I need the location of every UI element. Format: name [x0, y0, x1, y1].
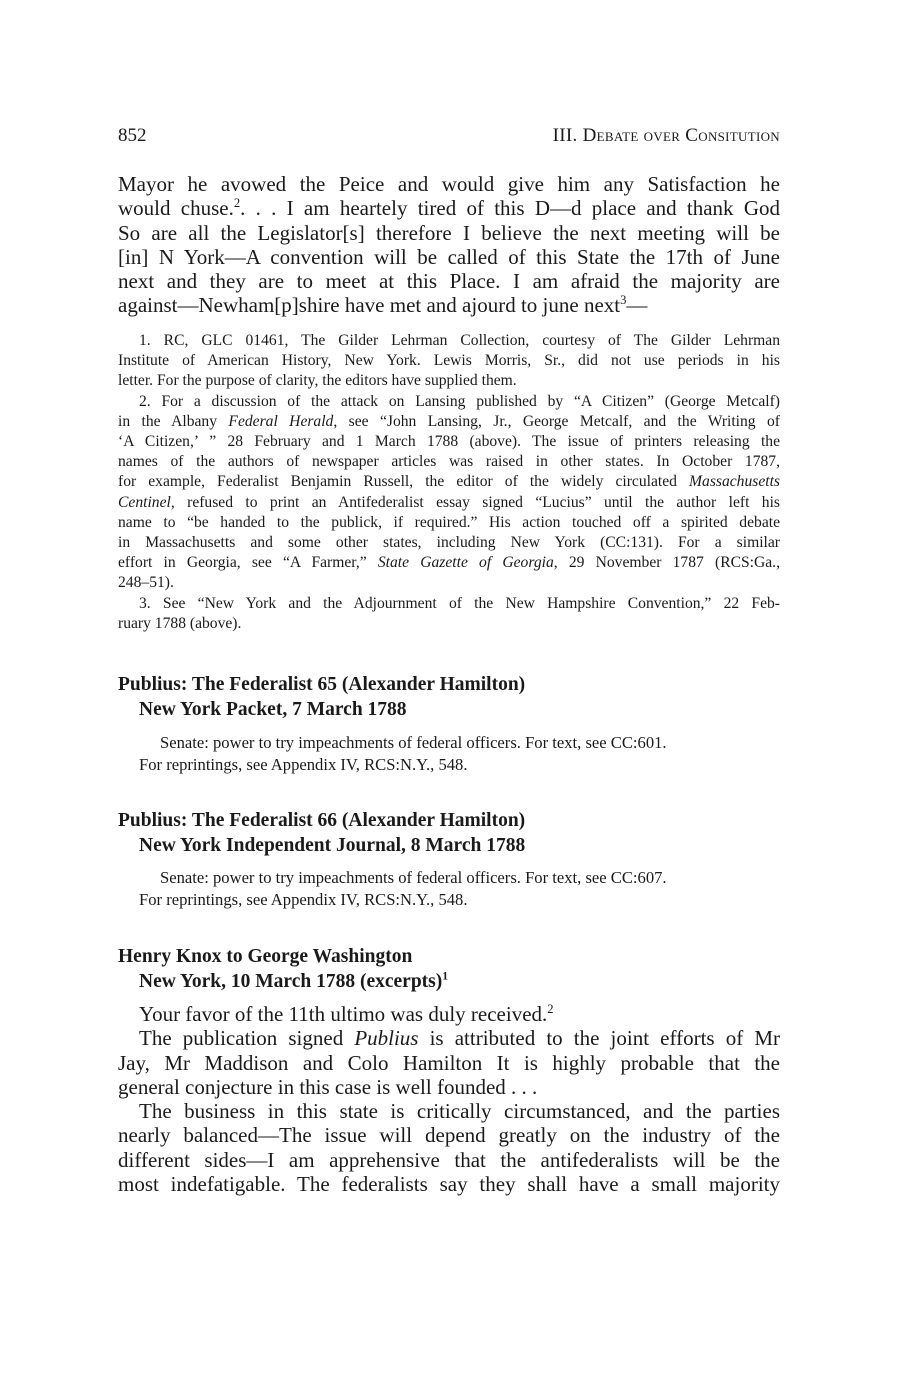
- footnote-line: Institute of American History, New York. Lewis Morris, Sr., did not use periods in his: [118, 352, 780, 370]
- text-line: Your favor of the 11th ultimo was duly received.$^2$: [139, 1002, 554, 1026]
- footnote-line: ‘A Citizen,’ ” 28 February and 1 March 1788 (above). The issue of printers releasing the: [118, 433, 780, 451]
- headnote-line: Senate: power to try impeachments of federal officers. For text, see CC:601.: [160, 733, 667, 752]
- section-title: III. Debate over Consitution: [552, 125, 780, 146]
- footnote-line: names of the authors of newspaper articles was raised in other states. In October 1787,: [118, 453, 780, 471]
- document-heading: [118, 944, 780, 994]
- footnote-ref: 2: [547, 1002, 554, 1016]
- footnote-ref: 3: [620, 293, 627, 308]
- text-line: The publication signed Publius is attributed to the joint efforts of Mr: [139, 1026, 780, 1051]
- document-heading: [118, 672, 780, 722]
- text-line: So are all the Legislator[s] therefore I believe the next meeting will be: [118, 220, 780, 245]
- footnote-line: in Massachusetts and some other states, including New York (CC:131). For a similar: [118, 534, 780, 552]
- page-number: 852: [118, 125, 147, 146]
- headnote-line: Senate: power to try impeachments of federal officers. For text, see CC:607.: [160, 868, 667, 887]
- headnote-line: For reprintings, see Appendix IV, RCS:N.Y., 548.: [139, 755, 468, 774]
- footnote-line: in the Albany Federal Herald, see “John Lansing, Jr., George Metcalf, and the Writing of: [118, 412, 780, 430]
- footnote-line: ruary 1788 (above).: [118, 614, 242, 632]
- footnote-ref: 1: [442, 969, 449, 983]
- heading-source: New York Packet, 7 March 1788: [139, 699, 407, 720]
- heading-title: Publius: The Federalist 65 (Alexander Hamilton): [118, 674, 526, 695]
- text-line: [in] N York—A convention will be called of this State the 17th of June: [118, 244, 780, 269]
- footnote-2: 2. For a discussion of the attack on Lansing published by “A Citizen” (George Metcalf): [139, 392, 780, 410]
- text-line: general conjecture in this case is well founded . . .: [118, 1074, 538, 1099]
- footnote-line: 248–51).: [118, 574, 174, 592]
- text-line: nearly balanced—The issue will depend greatly on the industry of the: [118, 1123, 780, 1148]
- heading-title: Publius: The Federalist 66 (Alexander Hamilton): [118, 810, 526, 831]
- footnote-1: 1. RC, GLC 01461, The Gilder Lehrman Collection, courtesy of The Gilder Lehrman: [139, 332, 780, 349]
- text-line: against—Newham[p]shire have met and ajourd to june next$^3$—: [118, 293, 648, 318]
- text-line: most indefatigable. The federalists say they shall have a small majority: [118, 1172, 780, 1197]
- text-line: The business in this state is critically circumstanced, and the parties: [139, 1099, 780, 1124]
- headnote-line: For reprintings, see Appendix IV, RCS:N.Y., 548.: [139, 890, 468, 909]
- footnote-line: name to “be handed to the publick, if required.” His action touched off a spirited debate: [118, 513, 780, 531]
- footnote-line: letter. For the purpose of clarity, the editors have supplied them.: [118, 372, 517, 390]
- footnotes: [118, 331, 780, 634]
- headnote: [118, 867, 780, 911]
- footnote-line: Centinel, refused to print an Antifederalist essay signed “Lucius” until the author left his: [118, 493, 780, 511]
- headnote: [118, 732, 780, 776]
- document-heading: [118, 808, 780, 858]
- text-line: different sides—I am apprehensive that the antifederalists will be the: [118, 1147, 780, 1172]
- letter-continuation: [118, 172, 780, 318]
- text-line: Mayor he avowed the Peice and would give him any Satisfaction he: [118, 172, 780, 196]
- heading-source: New York Independent Journal, 8 March 1788: [139, 835, 526, 856]
- letter-body: [118, 1002, 780, 1196]
- footnote-ref: 2: [233, 196, 241, 211]
- footnote-line: effort in Georgia, see “A Farmer,” State Gazette of Georgia, 29 November 1787 (RCS:Ga.,: [118, 554, 780, 572]
- text-line: would chuse.$^2$. . . I am heartely tired of this D—d place and thank God: [118, 196, 780, 221]
- text-line: Jay, Mr Maddison and Colo Hamilton It is highly probable that the: [118, 1050, 780, 1075]
- footnote-line: for example, Federalist Benjamin Russell, the editor of the widely circulated Massachusetts: [118, 473, 780, 491]
- heading-title: Henry Knox to George Washington: [118, 946, 413, 967]
- heading-source: New York, 10 March 1788 (excerpts)$^1$: [139, 969, 449, 992]
- footnote-3: 3. See “New York and the Adjournment of the New Hampshire Convention,” 22 Feb-: [139, 594, 780, 612]
- text-line: next and they are to meet at this Place. I am afraid the majority are: [118, 269, 780, 294]
